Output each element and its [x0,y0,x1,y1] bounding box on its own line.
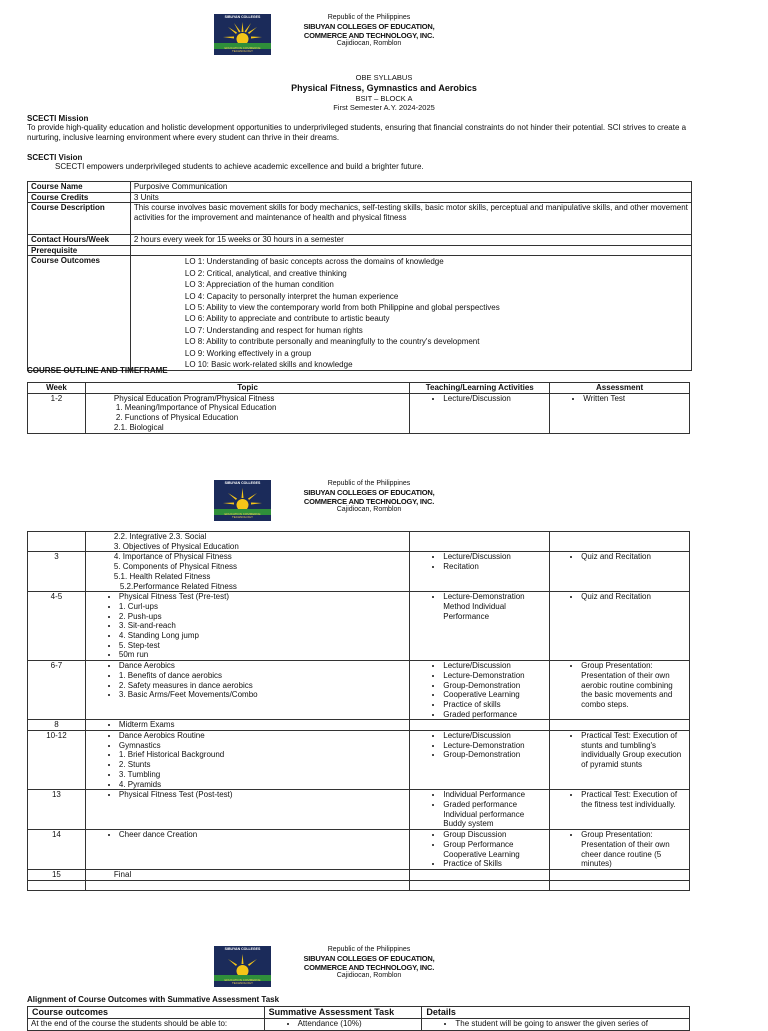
outcome-item: LO 3: Appreciation of the human condition [184,280,334,290]
table-row [28,532,690,552]
week-cell: 4-5 [28,592,86,661]
list-item: • Gymnastics [119,741,406,751]
list-item: • Lecture-Demonstration [443,741,546,751]
week-cell: 14 [28,830,86,870]
course-description-label: Course Description [28,203,131,235]
school-name-line2: COMMERCE AND TECHNOLOGY, INC. [303,31,435,41]
school-place: Cajidiocan, Romblon [336,506,402,514]
alignment-table [27,1006,690,1031]
activity-cell [410,532,550,552]
list-item: • Group Performance Cooperative Learning [443,840,546,859]
school-place: Cajidiocan, Romblon [336,972,402,980]
activity-cell [410,880,550,890]
list-item: • 2. Stunts [119,760,406,770]
school-place: Cajidiocan, Romblon [336,40,402,48]
prerequisite-label: Prerequisite [28,245,131,256]
school-header-page3 [214,946,514,990]
topic-cell [85,880,409,890]
activity-cell [410,731,550,790]
week-cell: 8 [28,720,86,731]
topic-line: 2.2. Integrative 2.3. Social [113,532,207,541]
details-cell [422,1018,690,1030]
activity-cell [410,830,550,870]
course-name-label: Course Name [28,182,131,193]
col-details: Details [422,1007,690,1019]
assessment-cell [550,532,690,552]
list-item: • 2. Safety measures in dance aerobics [119,681,406,691]
school-name-line1: SIBUYAN COLLEGES OF EDUCATION, [303,954,435,964]
course-outcomes-label: Course Outcomes [28,256,131,371]
list-item: • Practice of Skills [443,859,546,869]
topic-cell: Final [85,869,409,880]
republic-line: Republic of the Philippines [327,14,411,21]
activity-cell [410,592,550,661]
vision-section [27,153,693,172]
list-item: • 3. Sit-and-reach [119,621,406,631]
table-row [28,1018,690,1030]
list-item: • Individual Performance [443,790,546,800]
outcome-item: LO 1: Understanding of basic concepts across the domains of knowledge [184,257,444,267]
outcome-item: LO 5: Ability to view the contemporary world from both Philippine and global perspectives [184,303,500,312]
week-cell: 13 [28,790,86,830]
school-name-line2: COMMERCE AND TECHNOLOGY, INC. [303,497,435,507]
list-item: • Dance Aerobics [119,661,406,671]
page-divider [27,890,688,891]
activity-cell [410,869,550,880]
assessment-cell [550,720,690,731]
week-cell [28,532,86,552]
table-row [28,552,690,592]
school-logo: SIBUYAN COLLEGES EDUCATION COMMERCE TECHNOLOGY [214,480,271,521]
outcome-item: LO 6: Ability to appreciate and contribute to artistic beauty [184,314,390,324]
assessment-cell [550,731,690,790]
block-label: BSIT – BLOCK A [355,94,413,103]
course-info-table [27,181,692,371]
assessment-cell [550,830,690,870]
assessment-cell [550,552,690,592]
week-cell [28,880,86,890]
list-item: • Group-Demonstration [443,750,546,760]
republic-line: Republic of the Philippines [327,480,411,487]
table-row [28,869,690,880]
week-cell: 15 [28,869,86,880]
list-item: • Cheer dance Creation [119,830,406,840]
col-assessment: Assessment [550,383,690,394]
alignment-heading: Alignment of Course Outcomes with Summative Assessment Task [27,995,280,1004]
list-item: • Quiz and Recitation [581,552,686,562]
col-summative-task: Summative Assessment Task [264,1007,422,1019]
topic-line: 3. Objectives of Physical Education [113,541,239,551]
contact-hours-label: Contact Hours/Week [28,235,131,246]
school-name-line1: SIBUYAN COLLEGES OF EDUCATION, [303,488,435,498]
table-row [28,592,690,661]
topic-cell [85,830,409,870]
list-item: • 3. Basic Arms/Feet Movements/Combo [119,690,406,700]
assessment-cell [550,592,690,661]
topic-cell [85,532,409,552]
list-item: • 2. Push-ups [119,612,406,622]
list-item: • 3. Tumbling [119,770,406,780]
list-item: • Lecture/Discussion [443,731,546,741]
table-row [28,731,690,790]
course-name-value: Purposive Communication [130,182,691,193]
col-topic: Topic [85,383,409,394]
outcome-item: LO 2: Critical, analytical, and creative thinking [184,268,347,278]
list-item: • Recitation [443,562,546,572]
list-item: • Midterm Exams [119,720,406,730]
list-item: • Written Test [583,394,686,404]
assessment-cell [550,790,690,830]
assessment-cell [550,880,690,890]
school-header-page2 [214,480,514,524]
list-item: • 5. Step-test [119,641,406,651]
course-credits-label: Course Credits [28,192,131,203]
activity-cell [410,720,550,731]
semester-label: First Semester A.Y. 2024-2025 [333,103,435,112]
mission-heading: SCECTI Mission [27,114,89,123]
outcome-item: LO 8: Ability to contribute personally and meaningfully to the country's development [184,337,480,347]
topic-line: 4. Importance of Physical Fitness [113,552,232,562]
task-cell [264,1018,422,1030]
table-row [28,393,690,433]
list-item: • 1. Curl-ups [119,602,406,612]
school-name-line2: COMMERCE AND TECHNOLOGY, INC. [303,963,435,973]
list-item: • The student will be going to answer the given series of [455,1019,686,1029]
outline-heading: COURSE OUTLINE AND TIMEFRAME [27,366,168,375]
table-row [28,830,690,870]
course-outcomes-list [130,256,691,371]
topic-line: 5.1. Health Related Fitness [113,571,211,581]
col-activities: Teaching/Learning Activities [410,383,550,394]
outcome-item: LO 10: Basic work-related skills and knowledge [184,360,353,370]
list-item: • Lecture/Discussion [443,552,546,562]
topic-cell [85,790,409,830]
table-row [28,790,690,830]
course-credits-value: 3 Units [130,192,691,203]
topic-cell [85,731,409,790]
vision-heading: SCECTI Vision [27,153,83,162]
assessment-cell [550,869,690,880]
list-item: • Practice of skills [443,700,546,710]
list-item: • Physical Fitness Test (Post-test) [119,790,406,800]
syllabus-title-block [0,73,768,113]
topic-cell [85,592,409,661]
activity-cell [410,552,550,592]
list-item: • Lecture-Demonstration Method Individual Performance [443,592,546,621]
table-row [28,661,690,720]
vision-text: SCECTI empowers underprivileged students to achieve academic excellence and build a brighter future. [55,162,424,171]
col-course-outcomes: Course outcomes [28,1007,265,1019]
course-outline-table-continued [27,531,690,891]
list-item: • Quiz and Recitation [581,592,686,602]
list-item: • Lecture/Discussion [443,661,546,671]
col-week: Week [28,383,86,394]
outcome-item: LO 9: Working effectively in a group [184,348,312,358]
list-item: • Attendance (10%) [298,1019,419,1029]
list-item: • Lecture-Demonstration [443,671,546,681]
list-item: • Group-Demonstration [443,681,546,691]
table-row [28,880,690,890]
course-title: Physical Fitness, Gymnastics and Aerobics [291,83,477,93]
prerequisite-value [130,245,691,256]
activity-cell [410,661,550,720]
topic-line: Physical Education Program/Physical Fitness [113,393,275,403]
list-item: • 50m run [119,650,406,660]
list-item: • Group Discussion [443,830,546,840]
week-cell: 10-12 [28,731,86,790]
list-item: • Practical Test: Execution of stunts and tumbling's individually Group execution of pyramid stunts [581,731,686,770]
school-header-text [274,14,464,49]
list-item: • 1. Brief Historical Background [119,750,406,760]
table-row [28,720,690,731]
list-item: • 1. Benefits of dance aerobics [119,671,406,681]
week-cell: 3 [28,552,86,592]
list-item: • 4. Standing Long jump [119,631,406,641]
list-item: • Group Presentation: Presentation of their own cheer dance routine (5 minutes) [581,830,686,869]
assessment-cell [550,393,690,433]
list-item: • Lecture/Discussion [443,394,546,404]
activity-cell [410,790,550,830]
list-item: • Dance Aerobics Routine [119,731,406,741]
topic-line: 1. Meaning/Importance of Physical Education [115,403,277,413]
school-logo: SIBUYAN COLLEGES EDUCATION COMMERCE TECHNOLOGY [214,14,271,55]
list-item: • Cooperative Learning [443,690,546,700]
list-item: • Group Presentation: Presentation of their own aerobic routine combining the basic movements and combo steps. [581,661,686,710]
contact-hours-value: 2 hours every week for 15 weeks or 30 hours in a semester [130,235,691,246]
topic-cell [85,720,409,731]
mission-section [27,114,693,143]
topic-line: 5.2.Performance Related Fitness [119,581,237,591]
assessment-cell [550,661,690,720]
list-item: • Practical Test: Execution of the fitness test individually. [581,790,686,809]
republic-line: Republic of the Philippines [327,946,411,953]
topic-cell [85,393,409,433]
topic-line: 2. Functions of Physical Education [115,413,239,422]
outcome-cell: At the end of the course the students should be able to: [28,1018,265,1030]
week-cell: 6-7 [28,661,86,720]
outcome-item: LO 4: Capacity to personally interpret the human experience [184,291,399,301]
school-name-line1: SIBUYAN COLLEGES OF EDUCATION, [303,22,435,32]
school-header-text [274,480,464,515]
course-description-value: This course involves basic movement skills for body mechanics, self-testing skills, basic motor skills, perceptual and manipulative skills, and other movement activities for the improvement and maintenance of health and physical fitness [130,203,691,235]
outcome-item: LO 7: Understanding and respect for human rights [184,325,363,335]
school-header [214,14,514,58]
activity-cell [410,393,550,433]
mission-text: To provide high-quality education and holistic development opportunities to underprivileged students, ensuring that financial constraints do not hinder their potential. SCI strives to create a nurturing, inclusive learning environment where every student can thrive in their dreams. [27,123,687,142]
topic-cell [85,552,409,592]
list-item: • Graded performance Individual performance Buddy system [443,800,546,829]
topic-line: 2.1. Biological [113,422,164,432]
topic-line: 5. Components of Physical Fitness [113,562,238,572]
topic-cell [85,661,409,720]
list-item: • 4. Pyramids [119,780,406,790]
obe-label: OBE SYLLABUS [355,73,413,82]
list-item: • Physical Fitness Test (Pre-test) [119,592,406,602]
week-cell: 1-2 [28,393,86,433]
school-header-text [274,946,464,981]
school-logo: SIBUYAN COLLEGES EDUCATION COMMERCE TECHNOLOGY [214,946,271,987]
course-outline-table [27,382,690,434]
list-item: • Graded performance [443,710,546,720]
